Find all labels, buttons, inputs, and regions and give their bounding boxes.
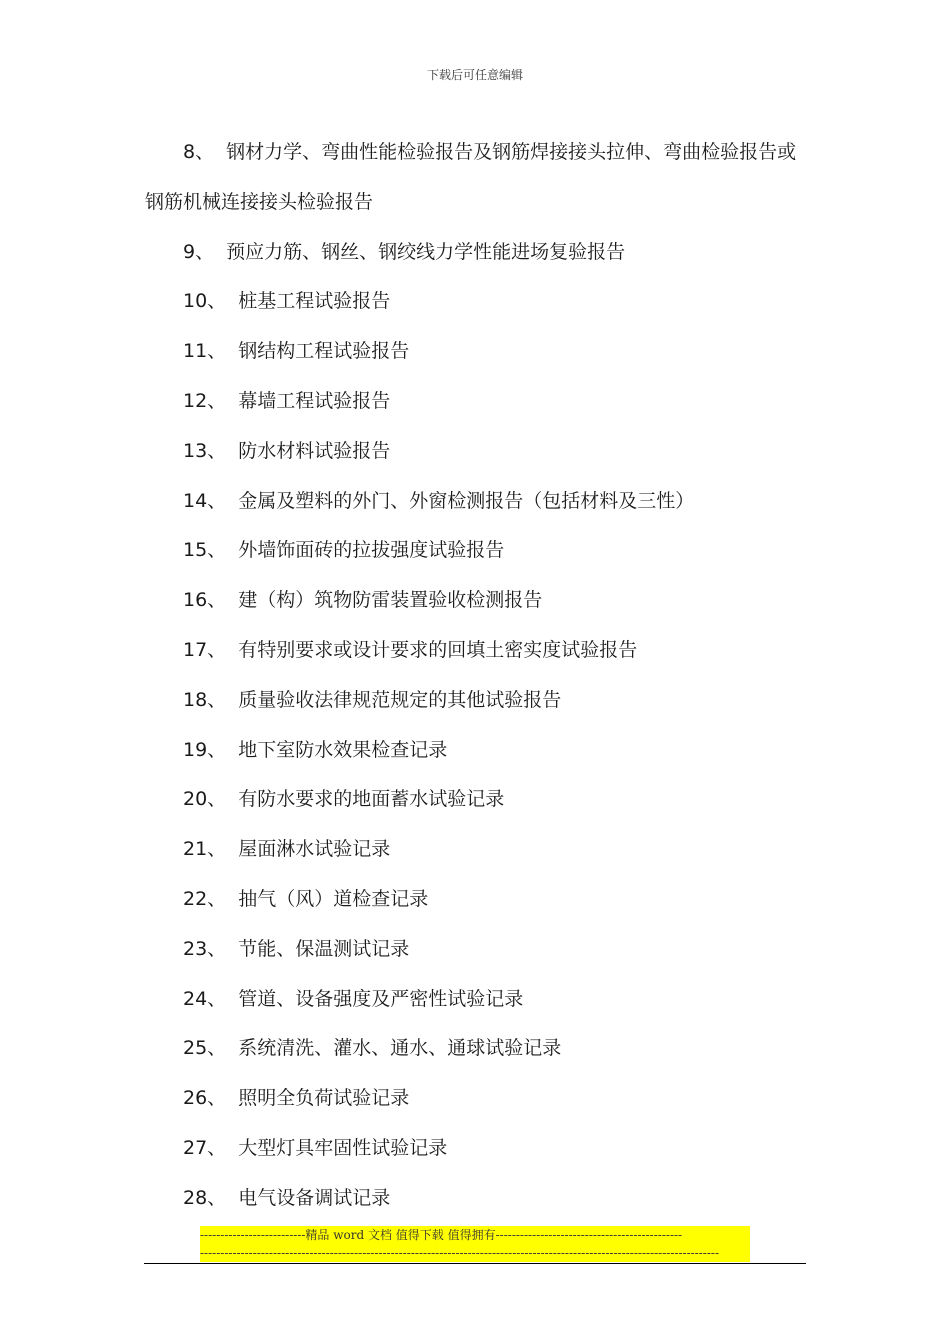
item-text: 钢材力学、弯曲性能检验报告及钢筋焊接接头拉伸、弯曲检验报告或 (226, 141, 797, 163)
item-text: 幕墙工程试验报告 (238, 389, 391, 412)
item-text: 照明全负荷试验记录 (238, 1087, 410, 1110)
item-text: 金属及塑料的外门、外窗检测报告（包括材料及三性） (238, 489, 695, 512)
footer-line-2: -------------------------------------------------------------------------------------------------------------------------------- (200, 1246, 719, 1260)
item-number: 17、 (183, 638, 227, 661)
list-item (145, 875, 805, 925)
footer-line-1: --------------------------精品 word 文档 值得下载 值得拥有---------------------------------------------- (200, 1228, 683, 1242)
list-item (145, 825, 805, 875)
item-text: 地下室防水效果检查记录 (238, 738, 448, 761)
item-text: 有防水要求的地面蓄水试验记录 (238, 788, 505, 811)
item-number: 25、 (183, 1037, 227, 1060)
list-item (145, 775, 805, 825)
item-number: 28、 (183, 1186, 227, 1209)
list-item (145, 975, 805, 1025)
list-item (145, 925, 805, 975)
item-text: 大型灯具牢固性试验记录 (238, 1136, 448, 1159)
list-item (145, 427, 805, 477)
item-number: 22、 (183, 887, 227, 910)
item-text: 外墙饰面砖的拉拔强度试验报告 (238, 539, 505, 562)
item-number: 20、 (183, 788, 227, 811)
list-item (145, 576, 805, 626)
list-item (145, 477, 805, 527)
list-item (145, 676, 805, 726)
item-text: 质量验收法律规范规定的其他试验报告 (238, 688, 562, 711)
item-number: 24、 (183, 987, 227, 1010)
item-number: 14、 (183, 489, 227, 512)
item-text: 屋面淋水试验记录 (238, 838, 391, 861)
item-text: 钢结构工程试验报告 (238, 340, 410, 363)
item-number: 10、 (183, 290, 227, 313)
list-item (145, 1174, 805, 1224)
item-text: 预应力筋、钢丝、钢绞线力学性能进场复验报告 (226, 240, 626, 263)
list-item (145, 1074, 805, 1124)
item-text: 系统清洗、灌水、通水、通球试验记录 (238, 1037, 562, 1060)
item-text: 抽气（风）道检查记录 (238, 887, 429, 910)
item-text: 管道、设备强度及严密性试验记录 (238, 987, 524, 1010)
header-note: 下载后可任意编辑 (426, 68, 523, 82)
list-item (145, 228, 805, 278)
item-text: 电气设备调试记录 (238, 1186, 391, 1209)
item-number: 18、 (183, 688, 227, 711)
item-text: 建（构）筑物防雷装置验收检测报告 (238, 589, 543, 612)
item-number: 21、 (183, 838, 227, 861)
item-number: 9、 (183, 240, 215, 263)
list-item (145, 726, 805, 776)
document-body (145, 128, 805, 1224)
item-number: 12、 (183, 389, 227, 412)
item-text-continuation: 钢筋机械连接接头检验报告 (145, 190, 374, 213)
item-number: 26、 (183, 1087, 227, 1110)
item-number: 23、 (183, 937, 227, 960)
list-item (145, 526, 805, 576)
item-number: 16、 (183, 589, 227, 612)
item-number: 27、 (183, 1136, 227, 1159)
item-number: 13、 (183, 439, 227, 462)
list-item (145, 277, 805, 327)
list-item (145, 327, 805, 377)
item-number: 11、 (183, 340, 227, 363)
item-text: 有特别要求或设计要求的回填土密实度试验报告 (238, 638, 638, 661)
list-item-continuation (145, 178, 805, 228)
item-text: 防水材料试验报告 (238, 439, 391, 462)
list-item (145, 377, 805, 427)
list-item (145, 1124, 805, 1174)
item-number: 15、 (183, 539, 227, 562)
list-item (145, 128, 805, 178)
item-text: 节能、保温测试记录 (238, 937, 410, 960)
item-text: 桩基工程试验报告 (238, 290, 391, 313)
footer-divider (144, 1263, 806, 1264)
item-number: 8、 (183, 141, 215, 163)
item-number: 19、 (183, 738, 227, 761)
footer-banner (200, 1226, 750, 1262)
list-item (145, 626, 805, 676)
list-item (145, 1024, 805, 1074)
